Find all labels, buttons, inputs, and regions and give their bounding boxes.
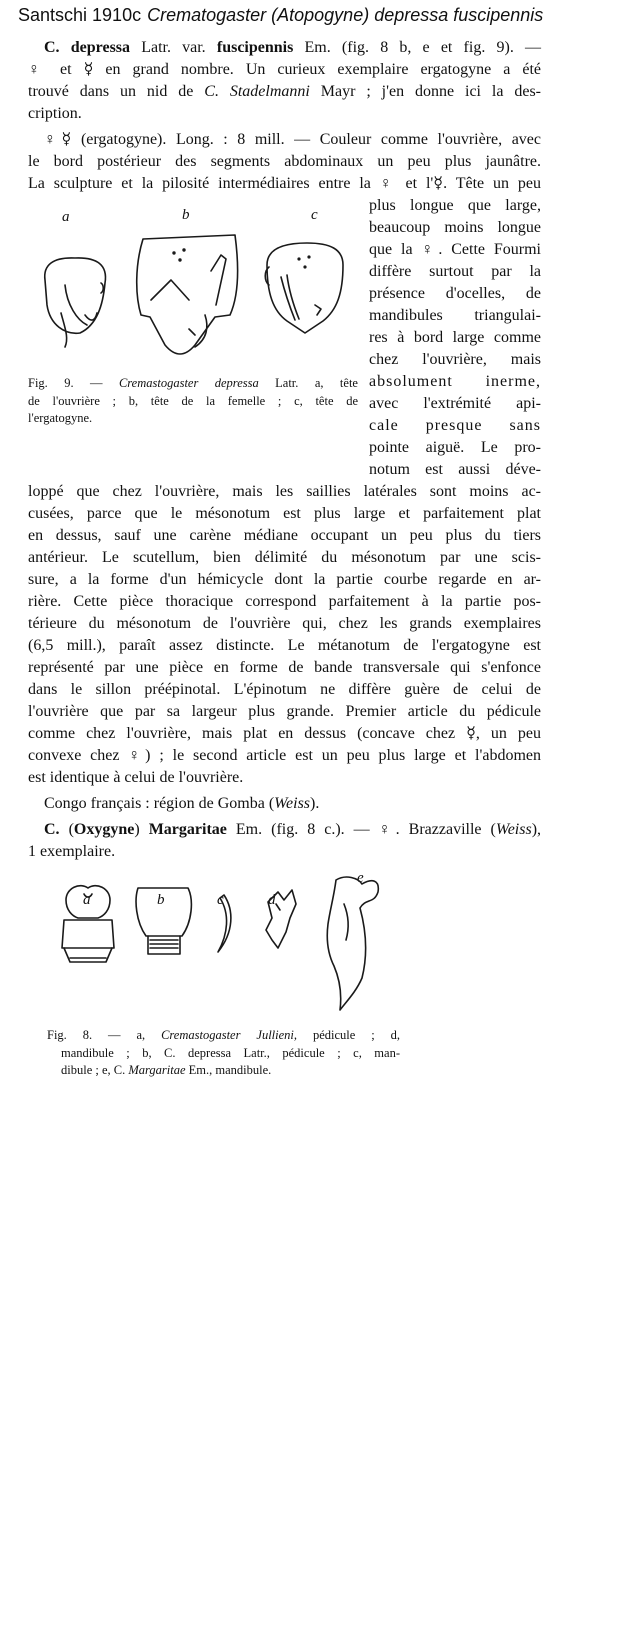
para1-line4: cription. — [28, 105, 82, 122]
wrap-line: mandibules triangulai- — [369, 307, 541, 324]
fig9-label-a: a — [62, 209, 70, 225]
para3-subgenus: Oxygyne — [73, 821, 135, 838]
wrap-line: avec l'extrémité api- — [369, 395, 541, 412]
wrap-line: plus longue que large, — [369, 197, 541, 214]
fig9-head-b — [137, 235, 238, 354]
fig9-caption-line2: de l'ouvrière ; b, tête de la femelle ; c, tête de — [28, 393, 358, 408]
fig9-caption-rest: Latr. a, tête — [258, 376, 358, 390]
fig8-caption-l3-pre: dibule ; e, C. — [61, 1063, 129, 1077]
full-line: dans le sillon préépinotal. L'épinotum ne diffère guère de celui de — [28, 681, 541, 698]
fig9-caption-line3: l'ergatogyne. — [28, 411, 93, 425]
para1-l3-species: C. Stadelmanni — [204, 83, 310, 100]
para1-line3 — [28, 81, 541, 103]
variety-name: fuscipennis — [216, 39, 294, 56]
wrap-line: présence d'ocelles, de — [369, 285, 541, 302]
full-line: (6,5 mill.), paraît assez distincte. Le métanotum de l'ergatogyne est — [28, 637, 541, 654]
wrap-line: diffère surtout par la — [369, 263, 541, 280]
full-line: en dessus, sauf une carène médiane occupant un peu plus du tiers — [28, 527, 541, 544]
para2-line3: La sculpture et la pilosité intermédiaires entre la ♀ et l'☿. Tête un peu — [28, 175, 541, 192]
fig8-label-b: b — [157, 892, 165, 908]
fig8-label-c: c — [217, 892, 224, 908]
para1-mid: Latr. var. — [130, 39, 217, 56]
fig8-label-d: d — [268, 892, 276, 908]
fig8-caption-l3-species: Margaritae — [128, 1063, 186, 1077]
fig9-head-c — [265, 243, 343, 333]
para1-l3-post: Mayr ; j'en donne ici la des- — [309, 83, 542, 100]
para3-line2: 1 exemplaire. — [28, 843, 116, 860]
para3-genus: C. — [44, 821, 60, 838]
wrap-line: notum est aussi déve- — [369, 461, 541, 478]
para2-line2: le bord postérieur des segments abdominaux un peu plus jaunâtre. — [28, 153, 541, 170]
full-line: représenté par une pièce en forme de bande transversale qui s'enfonce — [28, 659, 541, 676]
fig9-illustration — [25, 225, 365, 375]
fig9-label-c: c — [311, 207, 318, 223]
full-line: est identique à celui de l'ouvrière. — [28, 769, 244, 786]
fig8-caption-pre: Fig. 8. — a, — [47, 1028, 162, 1042]
fig8-mandibule-e — [327, 877, 378, 1010]
header-author: Santschi 1910c — [18, 5, 142, 25]
header-species: Crematogaster (Atopogyne) depressa fuscipennis — [147, 5, 544, 25]
fig8-pedicule-a — [62, 886, 114, 962]
full-line: comme chez l'ouvrière, mais plat en dessus (concave chez ☿, un peu — [28, 725, 541, 742]
wrap-line: chez l'ouvrière, mais — [369, 351, 541, 368]
fig8-label-a: a — [83, 892, 91, 908]
para2-line1: ♀☿ (ergatogyne). Long. : 8 mill. — Couleur comme l'ouvrière, avec — [44, 131, 541, 148]
para3-rest: Em. (fig. 8 c.). — ♀. Brazzaville ( — [226, 821, 496, 838]
full-line: convexe chez ♀) ; le second article est un peu plus large et l'abdomen — [28, 747, 541, 764]
full-line: rière. Cette pièce thoracique correspond parfaitement à la partie pos- — [28, 593, 541, 610]
fig8-caption-post: pédicule ; d, — [297, 1028, 400, 1042]
genus-abbr: C. — [44, 39, 60, 56]
wrap-line: que la ♀. Cette Fourmi — [369, 241, 541, 258]
para3-line1: C. (Oxygyne) Margaritae Em. (fig. 8 c.). — ♀. Brazzaville (Weiss), — [44, 821, 542, 838]
full-line: l'ouvrière que par sa largeur plus grande. Premier article du pédicule — [28, 703, 541, 720]
full-line: térieure du mésonotum de l'ouvrière qui, chez les grands exemplaires — [28, 615, 541, 632]
full-line: sure, a la forme d'un hémicycle dont la partie courbe regarde en ar- — [28, 571, 541, 588]
para3-collector: Weiss — [495, 821, 532, 838]
wrap-line: pointe aiguë. Le pro- — [369, 439, 541, 456]
fig8-caption-line1 — [47, 1027, 400, 1045]
fig8-mandibule-c — [218, 895, 231, 952]
wrap-line: cale presque sans — [369, 417, 541, 434]
para1-line2: ♀ et ☿ en grand nombre. Un curieux exemplaire ergatogyne a été — [28, 61, 541, 78]
fig8-caption-line2: mandibule ; b, C. depressa Latr., pédicule ; c, man- — [61, 1045, 400, 1060]
fig9-caption-num: Fig. 9. — — [28, 376, 119, 390]
fig8-caption-l3-post: Em., mandibule. — [185, 1063, 272, 1077]
para1-line1 — [44, 37, 541, 59]
fig8-pedicule-b — [136, 888, 191, 954]
fig8-caption — [47, 1027, 400, 1080]
fig9-head-a — [45, 258, 106, 347]
wrap-line: absolument inerme, — [369, 373, 541, 390]
full-line: loppé que chez l'ouvrière, mais les saillies latérales sont moins ac- — [28, 483, 541, 500]
fig9-caption — [28, 375, 358, 428]
fig8-caption-species: Cremastogaster Jullieni, — [161, 1028, 298, 1042]
fig8-illustration — [40, 870, 400, 1020]
locality-text: Congo français : région de Gomba ( — [44, 795, 275, 812]
full-line: cusées, parce que le mésonotum est plus large et parfaitement plat — [28, 505, 541, 522]
locality-collector: Weiss — [274, 795, 311, 812]
para1-l3-pre: trouvé dans un nid de — [28, 83, 205, 100]
locality-line — [44, 793, 319, 815]
fig8-mandibule-d — [266, 890, 296, 948]
fig9-caption-line1 — [28, 375, 358, 393]
fig8-caption-line3 — [47, 1062, 400, 1080]
para3-end: ), — [531, 821, 542, 838]
wrap-line: beaucoup moins longue — [369, 219, 541, 236]
para1-ref: Em. (fig. 8 b, e et fig. 9). — — [293, 39, 542, 56]
full-line: antérieur. Le scutellum, bien délimité du mésonotum par une scis- — [28, 549, 541, 566]
fig8-label-e: e — [357, 870, 364, 886]
para3-species: Margaritae — [148, 821, 227, 838]
wrap-line: res à bord large comme — [369, 329, 541, 346]
species-name: depressa — [70, 39, 131, 56]
fig9-label-b: b — [182, 207, 190, 223]
fig9-caption-species: Cremastogaster depressa — [118, 376, 259, 390]
locality-end: ). — [310, 795, 320, 812]
